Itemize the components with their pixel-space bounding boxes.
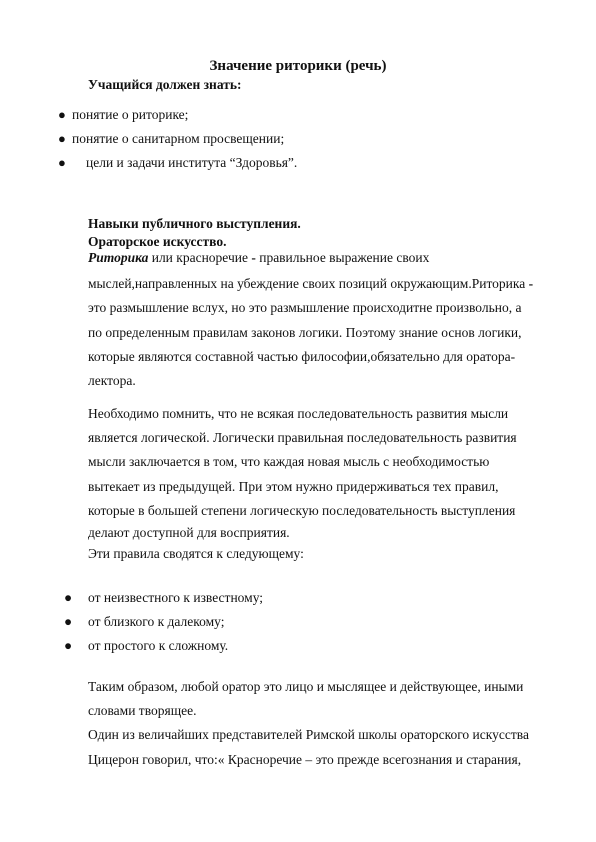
section-heading: Ораторское искусство.	[88, 234, 227, 249]
list-item: ● от неизвестного к известному;	[64, 590, 264, 605]
list-item: ● цели и задачи института “Здоровья”.	[58, 155, 298, 170]
bullet-icon: ●	[58, 107, 66, 122]
bullet-icon: ●	[64, 614, 73, 629]
bullet-icon: ●	[64, 590, 73, 605]
paragraph-rhetoric: Риторика или красноречие - правильное выражение своих мыслей,направленных на убеждение своих позиций окружающим.Риторика - это размышление вслух, но это размышление происходитне произвольно, а по определенным правилам законов логики. Поэтому знание основ логики, которые являются составной частью философии,обязательно для оратора- лектора.	[88, 250, 534, 389]
page-title: Значение риторики (речь)	[209, 58, 387, 74]
bullet-icon: ●	[58, 131, 66, 146]
section-heading: Навыки публичного выступления.	[88, 216, 301, 231]
list-item: ● от простого к сложному.	[64, 638, 229, 653]
list-item: ● от близкого к далекому;	[64, 614, 225, 629]
subtitle: Учащийся должен знать:	[88, 77, 242, 92]
bullet-icon: ●	[58, 155, 66, 170]
paragraph-logic: Необходимо помнить, что не всякая последовательность развития мысли является логической. Логически правильная последовательность развития мысли заключается в том, что каждая новая мысль с необходимостью вытекает из предыдущей. При этом нужно придерживаться тех правил, которые в большей степени логическую последовательность выступления делают доступной для восприятия. Эти правила сводятся к следующему:	[88, 406, 517, 562]
paragraph-conclusion: Таким образом, любой оратор это лицо и мыслящее и действующее, иными словами творящее. Один из величайших представителей Римской школы ораторского искусства Цицерон говорил, что:« Красноречие – это прежде всегознания и старания,	[88, 679, 529, 767]
list-item: ● понятие о санитарном просвещении;	[58, 131, 285, 146]
list-item: ● понятие о риторике;	[58, 107, 189, 122]
bullet-icon: ●	[64, 638, 73, 653]
